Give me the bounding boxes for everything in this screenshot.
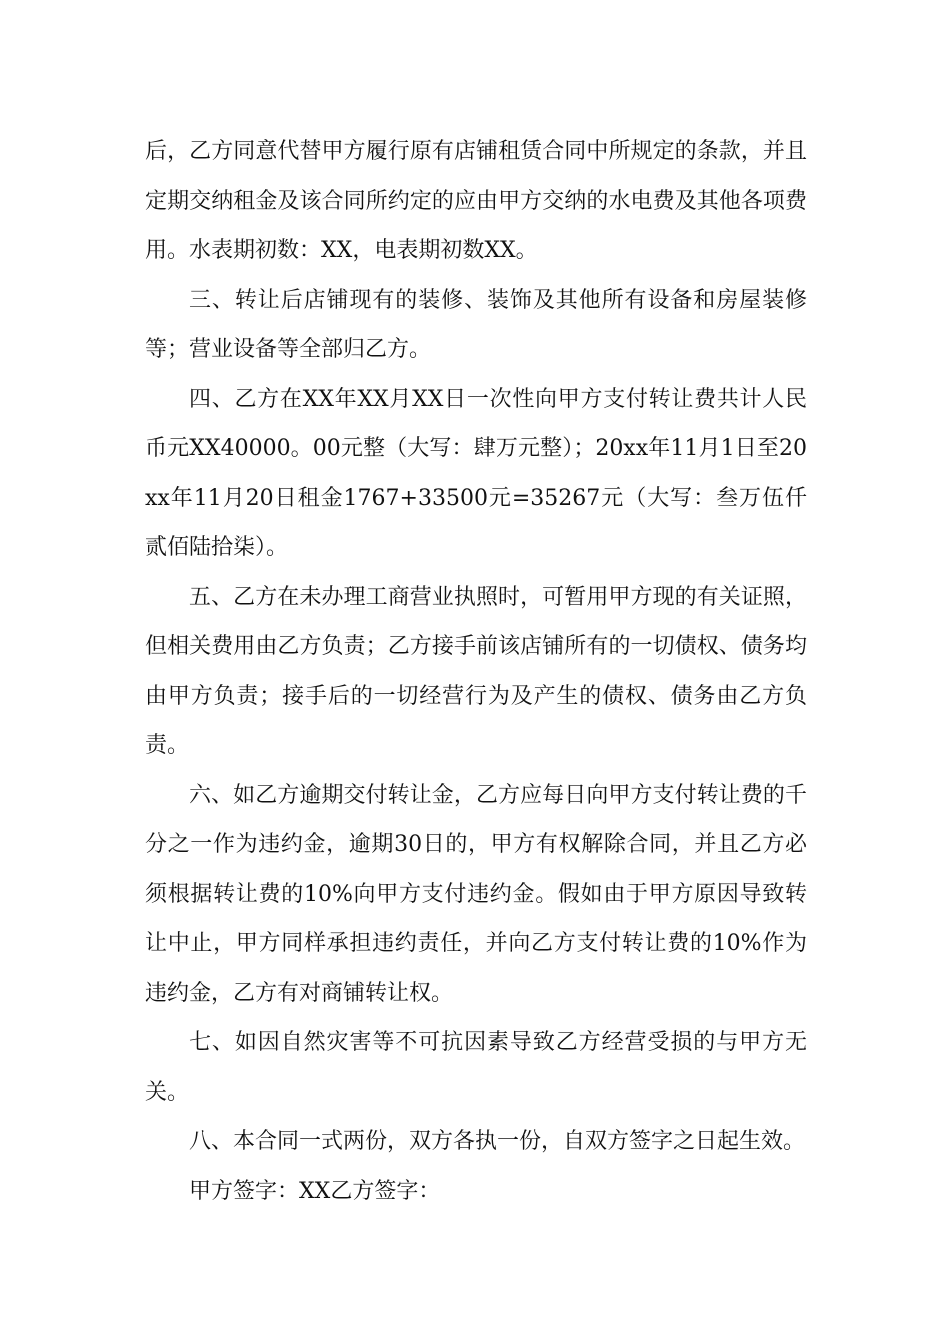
document-body <box>145 127 807 1216</box>
clause-7: 七、如因自然灾害等不可抗因素导致乙方经营受损的与甲方无关。 <box>145 1030 807 1105</box>
clause-8: 八、本合同一式两份，双方各执一份，自双方签字之日起生效。 <box>189 1129 806 1154</box>
paragraph-continuation: 后，乙方同意代替甲方履行原有店铺租赁合同中所规定的条款，并且定期交纳租金及该合同所约定的应由甲方交纳的水电费及其他各项费用。水表期初数：XX，电表期初数XX。 <box>145 139 807 263</box>
clause-6: 六、如乙方逾期交付转让金，乙方应每日向甲方支付转让费的千分之一作为违约金，逾期30日的，甲方有权解除合同，并且乙方必须根据转让费的10%向甲方支付违约金。假如由于甲方原因导致转让中止，甲方同样承担违约责任，并向乙方支付转让费的10%作为违约金，乙方有对商铺转让权。 <box>145 782 807 1006</box>
signature-line: 甲方签字：XX乙方签字： <box>189 1178 441 1204</box>
clause-5: 五、乙方在未办理工商营业执照时，可暂用甲方现的有关证照，但相关费用由乙方负责；乙方接手前该店铺所有的一切债权、债务均由甲方负责；接手后的一切经营行为及产生的债权、债务由乙方负责。 <box>145 584 807 758</box>
clause-3: 三、转让后店铺现有的装修、装饰及其他所有设备和房屋装修等；营业设备等全部归乙方。 <box>145 287 807 362</box>
clause-4: 四、乙方在XX年XX月XX日一次性向甲方支付转让费共计人民币元XX40000。00元整（大写：肆万元整）；20xx年11月1日至20xx年11月20日租金1767+33500元=35267元（大写：叁万伍仟贰佰陆拾柒）。 <box>145 386 807 560</box>
